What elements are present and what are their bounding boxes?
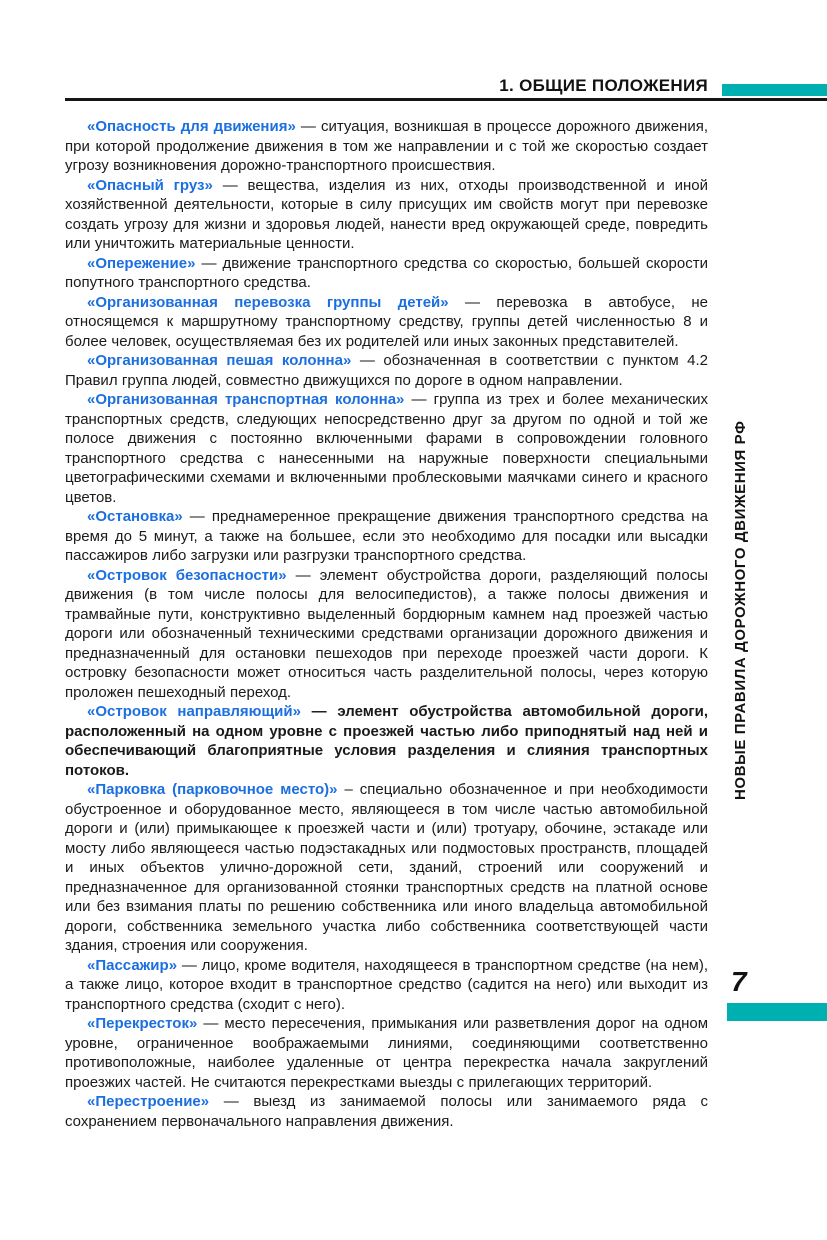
definition-paragraph [65,956,708,1015]
definition-body: – специально обозначенное и при необходимости обустроенное и оборудованное место, являющееся в том числе частью автомобильной дороги и (или) примыкающее к проезжей части и (или) тротуару, обочине, эстакаде или мосту либо являющееся частью подэстакадных или подмостовых пространств, площадей и иных объектов улично-дорожной сети, зданий, строений или сооружений и предназначенное для организованной стоянки транспортных средств на платной основе или без взимания платы по решению собственника или иного владельца автомобильной дороги, собственника земельного участка либо собственника соответствующей части здания, строения или сооружения. [65,781,708,954]
definitions-text-block [65,117,708,1131]
definition-paragraph-emphasized [65,702,708,780]
definition-paragraph [65,117,708,176]
definition-body: — выезд из занимаемой полосы или занимаемого ряда с сохранением первоначального направления движения. [65,1093,708,1130]
definition-body: — ситуация, возникшая в процессе дорожного движения, при которой продолжение движения в том же направлении и с той же скоростью создает угрозу возникновения дорожно-транспортного происшествия. [65,118,708,174]
definition-body: — лицо, кроме водителя, находящееся в транспортном средстве (на нем), а также лицо, которое входит в транспортное средство (садится на него) или выходит из транспортного средства (сходит с него). [65,956,708,1013]
definition-paragraph [65,293,708,352]
definition-body: — перевозка в автобусе, не относящемся к маршрутному транспортному средству, группы детей численностью 8 и более человек, осуществляемая без их родителей или иных законных представителей. [65,293,708,350]
definition-term: «Пассажир» [87,956,178,974]
definition-body: — место пересечения, примыкания или разветвления дорог на одном уровне, ограниченное воображаемыми линиями, соединяющими соответственно противоположные, наиболее удаленные от центра перекрестка начала закруглений проезжих частей. Не считаются перекрестками выезды с прилегающих территорий. [65,1015,709,1091]
definition-body: — элемент обустройства автомобильной дороги, расположенный на одном уровне с проезжей частью либо приподнятый над ней и обеспечивающий благоприятные условия разделения и слияния транспортных потоков. [65,703,708,779]
header-accent-bar [722,84,827,96]
definition-paragraph [65,1014,708,1092]
definition-term: «Опасный груз» [87,176,213,194]
definition-body: — движение транспортного средства со скоростью, большей скорости попутного транспортного средства. [65,254,708,291]
definition-term: «Организованная перевозка группы детей» [87,293,449,311]
definition-paragraph [65,1092,708,1131]
definition-body: — элемент обустройства дороги, разделяющий полосы движения (в том числе полосы для велосипедистов), а также полосы движения и трамвайные пути, конструктивно выделенный бордюрным камнем над проезжей частью дороги или обозначенный техническими средствами организации дорожного движения и предназначенный для остановки пешеходов при переходе проезжей части дороги. К островку безопасности может относиться часть разделительной полосы, через которую проложен пешеходный переход. [65,566,709,701]
definition-term: «Перестроение» [87,1093,210,1110]
definition-paragraph [65,351,708,390]
definition-body: — обозначенная в соответствии с пунктом 4.2 Правил группа людей, совместно движущихся по дороге в одном направлении. [65,352,708,389]
definition-term: «Парковка (парковочное место)» [87,781,338,798]
book-title-vertical: НОВЫЕ ПРАВИЛА ДОРОЖНОГО ДВИЖЕНИЯ РФ [732,420,749,800]
definition-term: «Перекресток» [87,1015,198,1032]
definition-body: — группа из трех и более механических транспортных средств, следующих непосредственно друг за другом по одной и той же полосе движения с постоянно включенными фарами в сопровождении головного транспортного средства с нанесенными на наружные поверхности специальными цветографическими схемами и включенными проблесковыми маячками синего и красного цветов. [65,391,708,506]
definition-paragraph [65,254,708,293]
page-number-accent-bar [727,1003,827,1021]
definition-body: — преднамеренное прекращение движения транспортного средства на время до 5 минут, а также на большее, если это необходимо для посадки или высадки пассажиров либо загрузки или разгрузки транспортного средства. [65,508,709,564]
definition-paragraph [65,780,708,956]
definition-term: «Опасность для движения» [87,118,296,135]
definition-term: «Островок направляющий» [87,703,301,720]
section-header: 1. ОБЩИЕ ПОЛОЖЕНИЯ [499,76,708,95]
definition-term: «Опережение» [87,254,196,272]
definition-paragraph [65,176,708,254]
definition-paragraph [65,507,708,566]
definition-paragraph [65,566,708,703]
header-rule [65,98,827,101]
definition-term: «Остановка» [87,508,183,525]
definition-body: — вещества, изделия из них, отходы производственной и иной хозяйственной деятельности, которые в силу присущих им свойств могут при перевозке создать угрозу для жизни и здоровья людей, нанести вред окружающей среде, повредить или уничтожить материальные ценности. [65,176,708,252]
definition-term: «Организованная пешая колонна» [87,352,352,369]
definition-term: «Островок безопасности» [87,566,287,584]
definition-term: «Организованная транспортная колонна» [87,391,405,408]
page-number: 7 [731,966,747,997]
definition-paragraph [65,390,708,507]
